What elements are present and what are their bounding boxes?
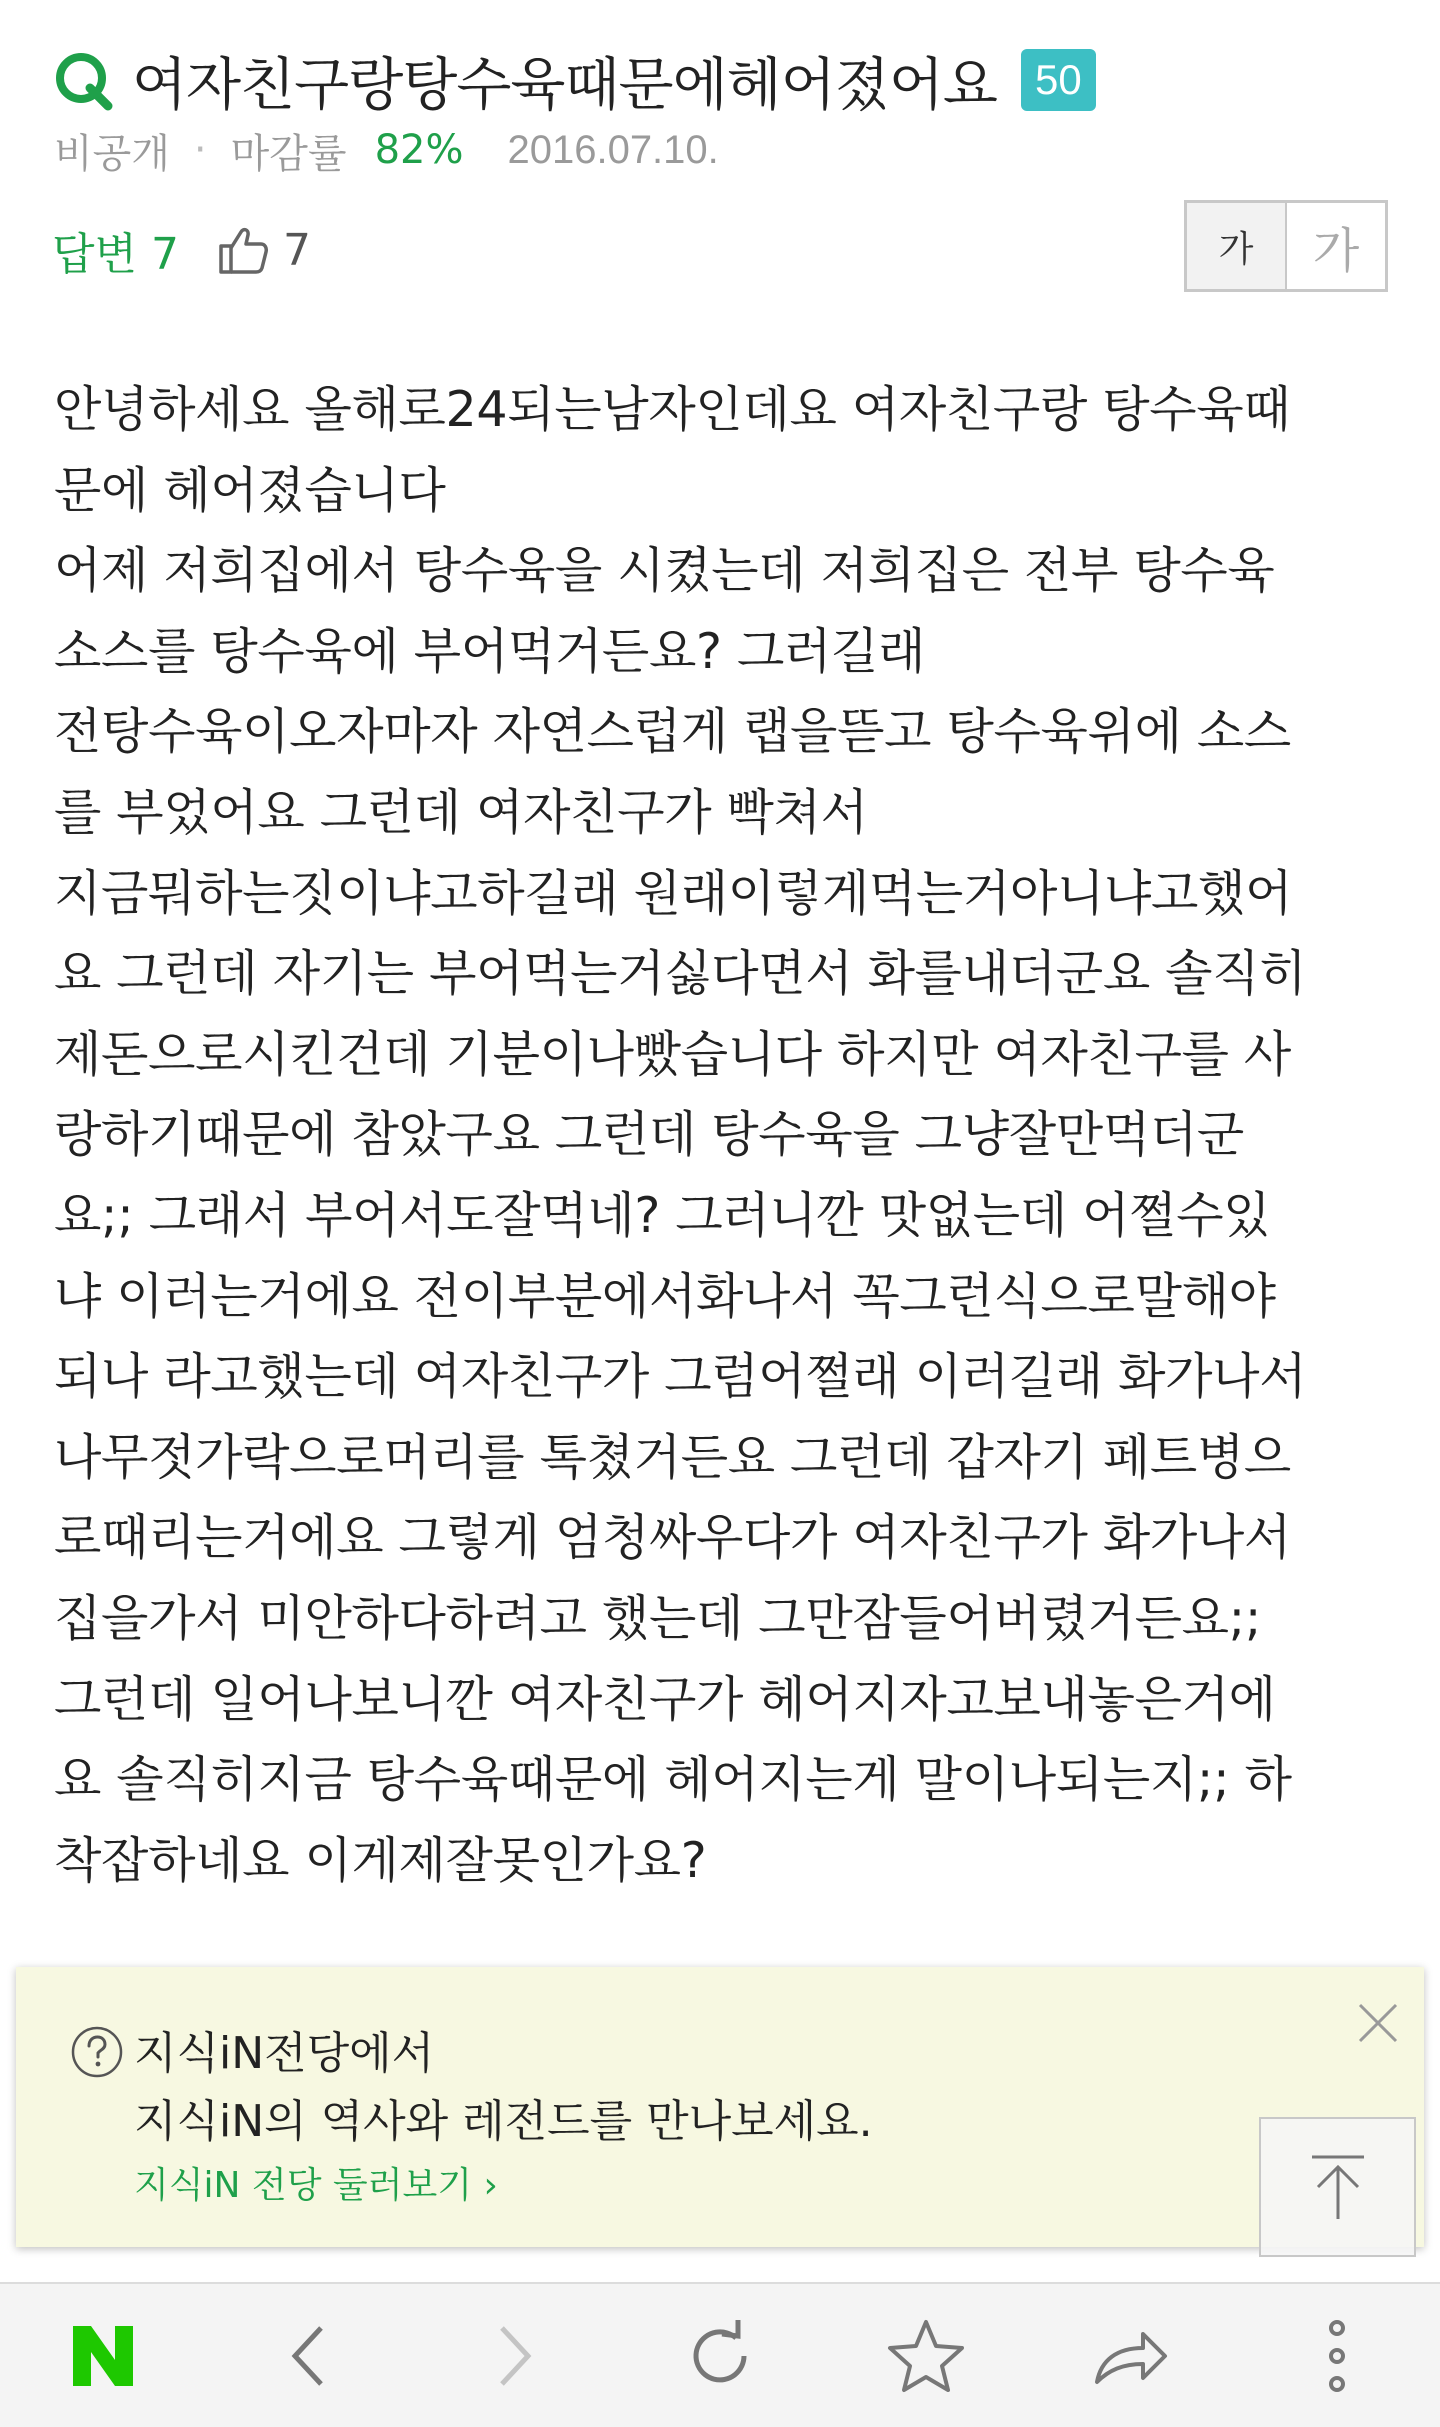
- body-line: 그런데 일어나보니깐 여자친구가 헤어지자고보내놓은거에: [54, 1670, 1276, 1728]
- close-icon[interactable]: [1352, 1997, 1404, 2049]
- question-body: [54, 370, 1394, 1901]
- question-circle-icon: [70, 2025, 124, 2079]
- points-badge: 50: [1021, 49, 1096, 111]
- body-line: 되나 라고했는데 여자친구가 그럼어쩔래 이러길래 화가나서: [54, 1348, 1307, 1406]
- answers-count[interactable]: 답변 7: [52, 229, 179, 280]
- body-line: 요 솔직히지금 탕수육때문에 헤어지는게 말이나되는지;; 하: [54, 1751, 1292, 1809]
- body-line: 나무젓가락으로머리를 톡쳤거든요 그런데 갑자기 페트병으: [54, 1428, 1291, 1486]
- scroll-top-button[interactable]: [1259, 2117, 1416, 2257]
- banner-title: 지식iN전당에서: [134, 2028, 435, 2079]
- thumbs-up-icon[interactable]: [215, 222, 271, 278]
- forward-button[interactable]: [464, 2306, 564, 2406]
- question-date: 2016.07.10.: [507, 127, 719, 172]
- body-line: 소스를 탕수육에 부어먹거든요? 그러길래: [54, 622, 926, 680]
- scroll-top-icon: [1306, 2151, 1370, 2223]
- body-line: 집을가서 미안하다하려고 했는데 그만잠들어버렸거든요;;: [54, 1589, 1262, 1647]
- body-line: 요;; 그래서 부어서도잘먹네? 그러니깐 맛없는데 어쩔수있: [54, 1186, 1271, 1244]
- body-line: 전탕수육이오자마자 자연스럽게 랩을뜯고 탕수육위에 소스: [54, 703, 1291, 761]
- browser-bottom-bar: [0, 2282, 1440, 2427]
- body-line: 로때리는거에요 그렇게 엄청싸우다가 여자친구가 화가나서: [54, 1509, 1291, 1567]
- body-line: 냐 이러는거에요 전이부분에서화나서 꼭그런식으로말해야: [54, 1267, 1276, 1325]
- share-icon: [1091, 2324, 1171, 2388]
- forward-arrow-icon: [484, 2320, 544, 2392]
- more-menu-button[interactable]: [1287, 2306, 1387, 2406]
- back-arrow-icon: [279, 2320, 339, 2392]
- visibility-label: 비공개: [54, 130, 170, 177]
- share-button[interactable]: [1081, 2306, 1181, 2406]
- body-line: 어제 저희집에서 탕수육을 시켰는데 저희집은 전부 탕수육: [54, 542, 1275, 600]
- hall-of-fame-banner: [16, 1967, 1424, 2247]
- banner-link[interactable]: 지식iN 전당 둘러보기 ›: [134, 2165, 498, 2206]
- refresh-icon: [682, 2318, 758, 2394]
- refresh-button[interactable]: [670, 2306, 770, 2406]
- naver-home-button[interactable]: [53, 2306, 153, 2406]
- bookmark-button[interactable]: [876, 2306, 976, 2406]
- back-button[interactable]: [259, 2306, 359, 2406]
- closing-rate-value: 82%: [374, 127, 464, 173]
- body-line: 요 그런데 자기는 부어먹는거싫다면서 화를내더군요 솔직히: [54, 945, 1307, 1003]
- body-line: 안녕하세요 올해로24되는남자인데요 여자친구랑 탕수육때: [54, 381, 1291, 438]
- question-title: 여자친구랑탕수육때문에헤어졌어요: [132, 52, 997, 118]
- banner-description: 지식iN의 역사와 레전드를 만나보세요.: [134, 2096, 873, 2147]
- q-icon: [52, 48, 116, 112]
- body-line: 제돈으로시킨건데 기분이나빴습니다 하지만 여자친구를 사: [54, 1025, 1291, 1083]
- body-line: 지금뭐하는짓이냐고하길래 원래이렇게먹는거아니냐고했어: [54, 864, 1293, 922]
- likes-count: 7: [283, 224, 311, 276]
- naver-home-icon: [67, 2320, 139, 2392]
- question-stats: [52, 215, 311, 285]
- font-size-toggle: [1184, 200, 1388, 292]
- bookmark-star-icon: [886, 2318, 966, 2394]
- body-line: 착잡하네요 이게제잘못인가요?: [54, 1831, 707, 1889]
- body-line: 랑하기때문에 참았구요 그런데 탕수육을 그냥잘만먹더군: [54, 1106, 1244, 1164]
- closing-rate-label: 마감률: [230, 130, 347, 177]
- separator-dot: ·: [193, 127, 207, 173]
- question-meta: [54, 125, 719, 175]
- body-line: 를 부었어요 그런데 여자친구가 빡쳐서: [54, 783, 868, 841]
- body-line: 문에 헤어졌습니다: [54, 461, 446, 519]
- more-menu-icon: [1322, 2316, 1352, 2396]
- question-header: [52, 40, 1400, 120]
- font-small-button[interactable]: 가: [1187, 203, 1287, 289]
- font-large-button[interactable]: 가: [1287, 203, 1385, 289]
